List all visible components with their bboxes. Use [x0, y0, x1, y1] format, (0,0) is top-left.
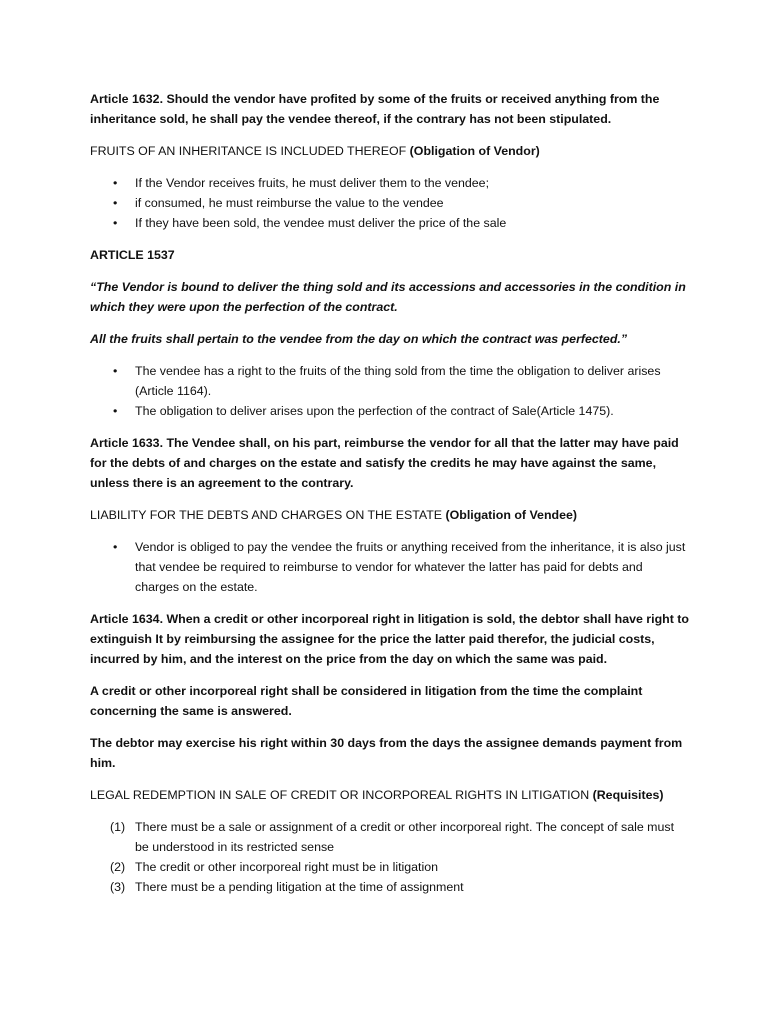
list-item-text: If the Vendor receives fruits, he must deliver them to the vendee;	[135, 176, 490, 190]
list-item	[90, 877, 690, 897]
bullet-icon: •	[113, 364, 118, 378]
requisites-list	[90, 817, 690, 897]
list-item-text: If they have been sold, the vendee must deliver the price of the sale	[135, 216, 507, 230]
liability-heading-title: LIABILITY FOR THE DEBTS AND CHARGES ON THE ESTATE	[90, 508, 443, 522]
list-item	[90, 537, 690, 597]
debtor-right-paragraph: The debtor may exercise his right within 30 days from the days the assignee demands payment from him.	[90, 736, 683, 770]
list-item	[90, 401, 690, 421]
list-item	[90, 817, 690, 857]
fruits-heading-paren: (Obligation of Vendor)	[406, 144, 540, 158]
bullet-icon: •	[113, 216, 118, 230]
list-item	[90, 857, 690, 877]
list-item-text: There must be a sale or assignment of a credit or other incorporeal right. The concept of sale must be understood in its restricted sense	[135, 820, 675, 854]
redemption-heading	[90, 785, 690, 805]
list-item-text: The obligation to deliver arises upon the perfection of the contract of Sale(Article 1475).	[135, 404, 614, 418]
bullet-icon: •	[113, 176, 118, 190]
list-item-text: The credit or other incorporeal right must be in litigation	[135, 860, 439, 874]
fruits-bullet-list	[90, 173, 690, 233]
article-1633-paragraph: Article 1633. The Vendee shall, on his part, reimburse the vendor for all that the latter may have paid for the debts of and charges on the estate and satisfy the credits he may have against the same, unless there is an agreement to the contrary.	[90, 436, 679, 490]
list-item-number: (3)	[110, 880, 126, 894]
fruits-heading-title: FRUITS OF AN INHERITANCE IS INCLUDED THEREOF	[90, 144, 407, 158]
list-item-text: The vendee has a right to the fruits of the thing sold from the time the obligation to deliver arises (Article 1164).	[135, 364, 661, 398]
list-item-number: (1)	[110, 820, 126, 834]
bullet-icon: •	[113, 404, 118, 418]
list-item-text: if consumed, he must reimburse the value to the vendee	[135, 196, 444, 210]
document-page	[90, 89, 690, 897]
article-1632-paragraph: Article 1632. Should the vendor have profited by some of the fruits or received anything from the inheritance sold, he shall pay the vendee thereof, if the contrary has not been stipulated.	[90, 92, 660, 126]
bullet-icon: •	[113, 196, 118, 210]
credit-litigation-paragraph: A credit or other incorporeal right shall be considered in litigation from the time the complaint concerning the same is answered.	[90, 684, 643, 718]
redemption-heading-title: LEGAL REDEMPTION IN SALE OF CREDIT OR INCORPOREAL RIGHTS IN LITIGATION	[90, 788, 590, 802]
liability-heading-paren: (Obligation of Vendee)	[442, 508, 577, 522]
bullet-icon: •	[113, 540, 118, 554]
list-item-text: There must be a pending litigation at the time of assignment	[135, 880, 464, 894]
article-1537-heading: ARTICLE 1537	[90, 248, 175, 262]
article-1537-bullet-list	[90, 361, 690, 421]
list-item	[90, 361, 690, 401]
article-1634-paragraph: Article 1634. When a credit or other incorporeal right in litigation is sold, the debtor shall have right to extinguish It by reimbursing the assignee for the price the latter paid therefor, the judicial costs, incurred by him, and the interest on the price from the day on which the same was paid.	[90, 612, 689, 666]
redemption-heading-paren: (Requisites)	[589, 788, 664, 802]
article-1537-quote-2: All the fruits shall pertain to the vendee from the day on which the contract was perfected.”	[90, 332, 628, 346]
list-item	[90, 213, 690, 233]
list-item	[90, 173, 690, 193]
article-1537-quote-1: “The Vendor is bound to deliver the thing sold and its accessions and accessories in the condition in which they were upon the perfection of the contract.	[90, 280, 686, 314]
liability-bullet-list	[90, 537, 690, 597]
fruits-heading	[90, 141, 690, 161]
list-item-number: (2)	[110, 860, 126, 874]
list-item	[90, 193, 690, 213]
list-item-text: Vendor is obliged to pay the vendee the fruits or anything received from the inheritance, it is also just that vendee be required to reimburse to vendor for whatever the latter has paid for debts and charges on the estate.	[135, 540, 686, 594]
liability-heading	[90, 505, 690, 525]
